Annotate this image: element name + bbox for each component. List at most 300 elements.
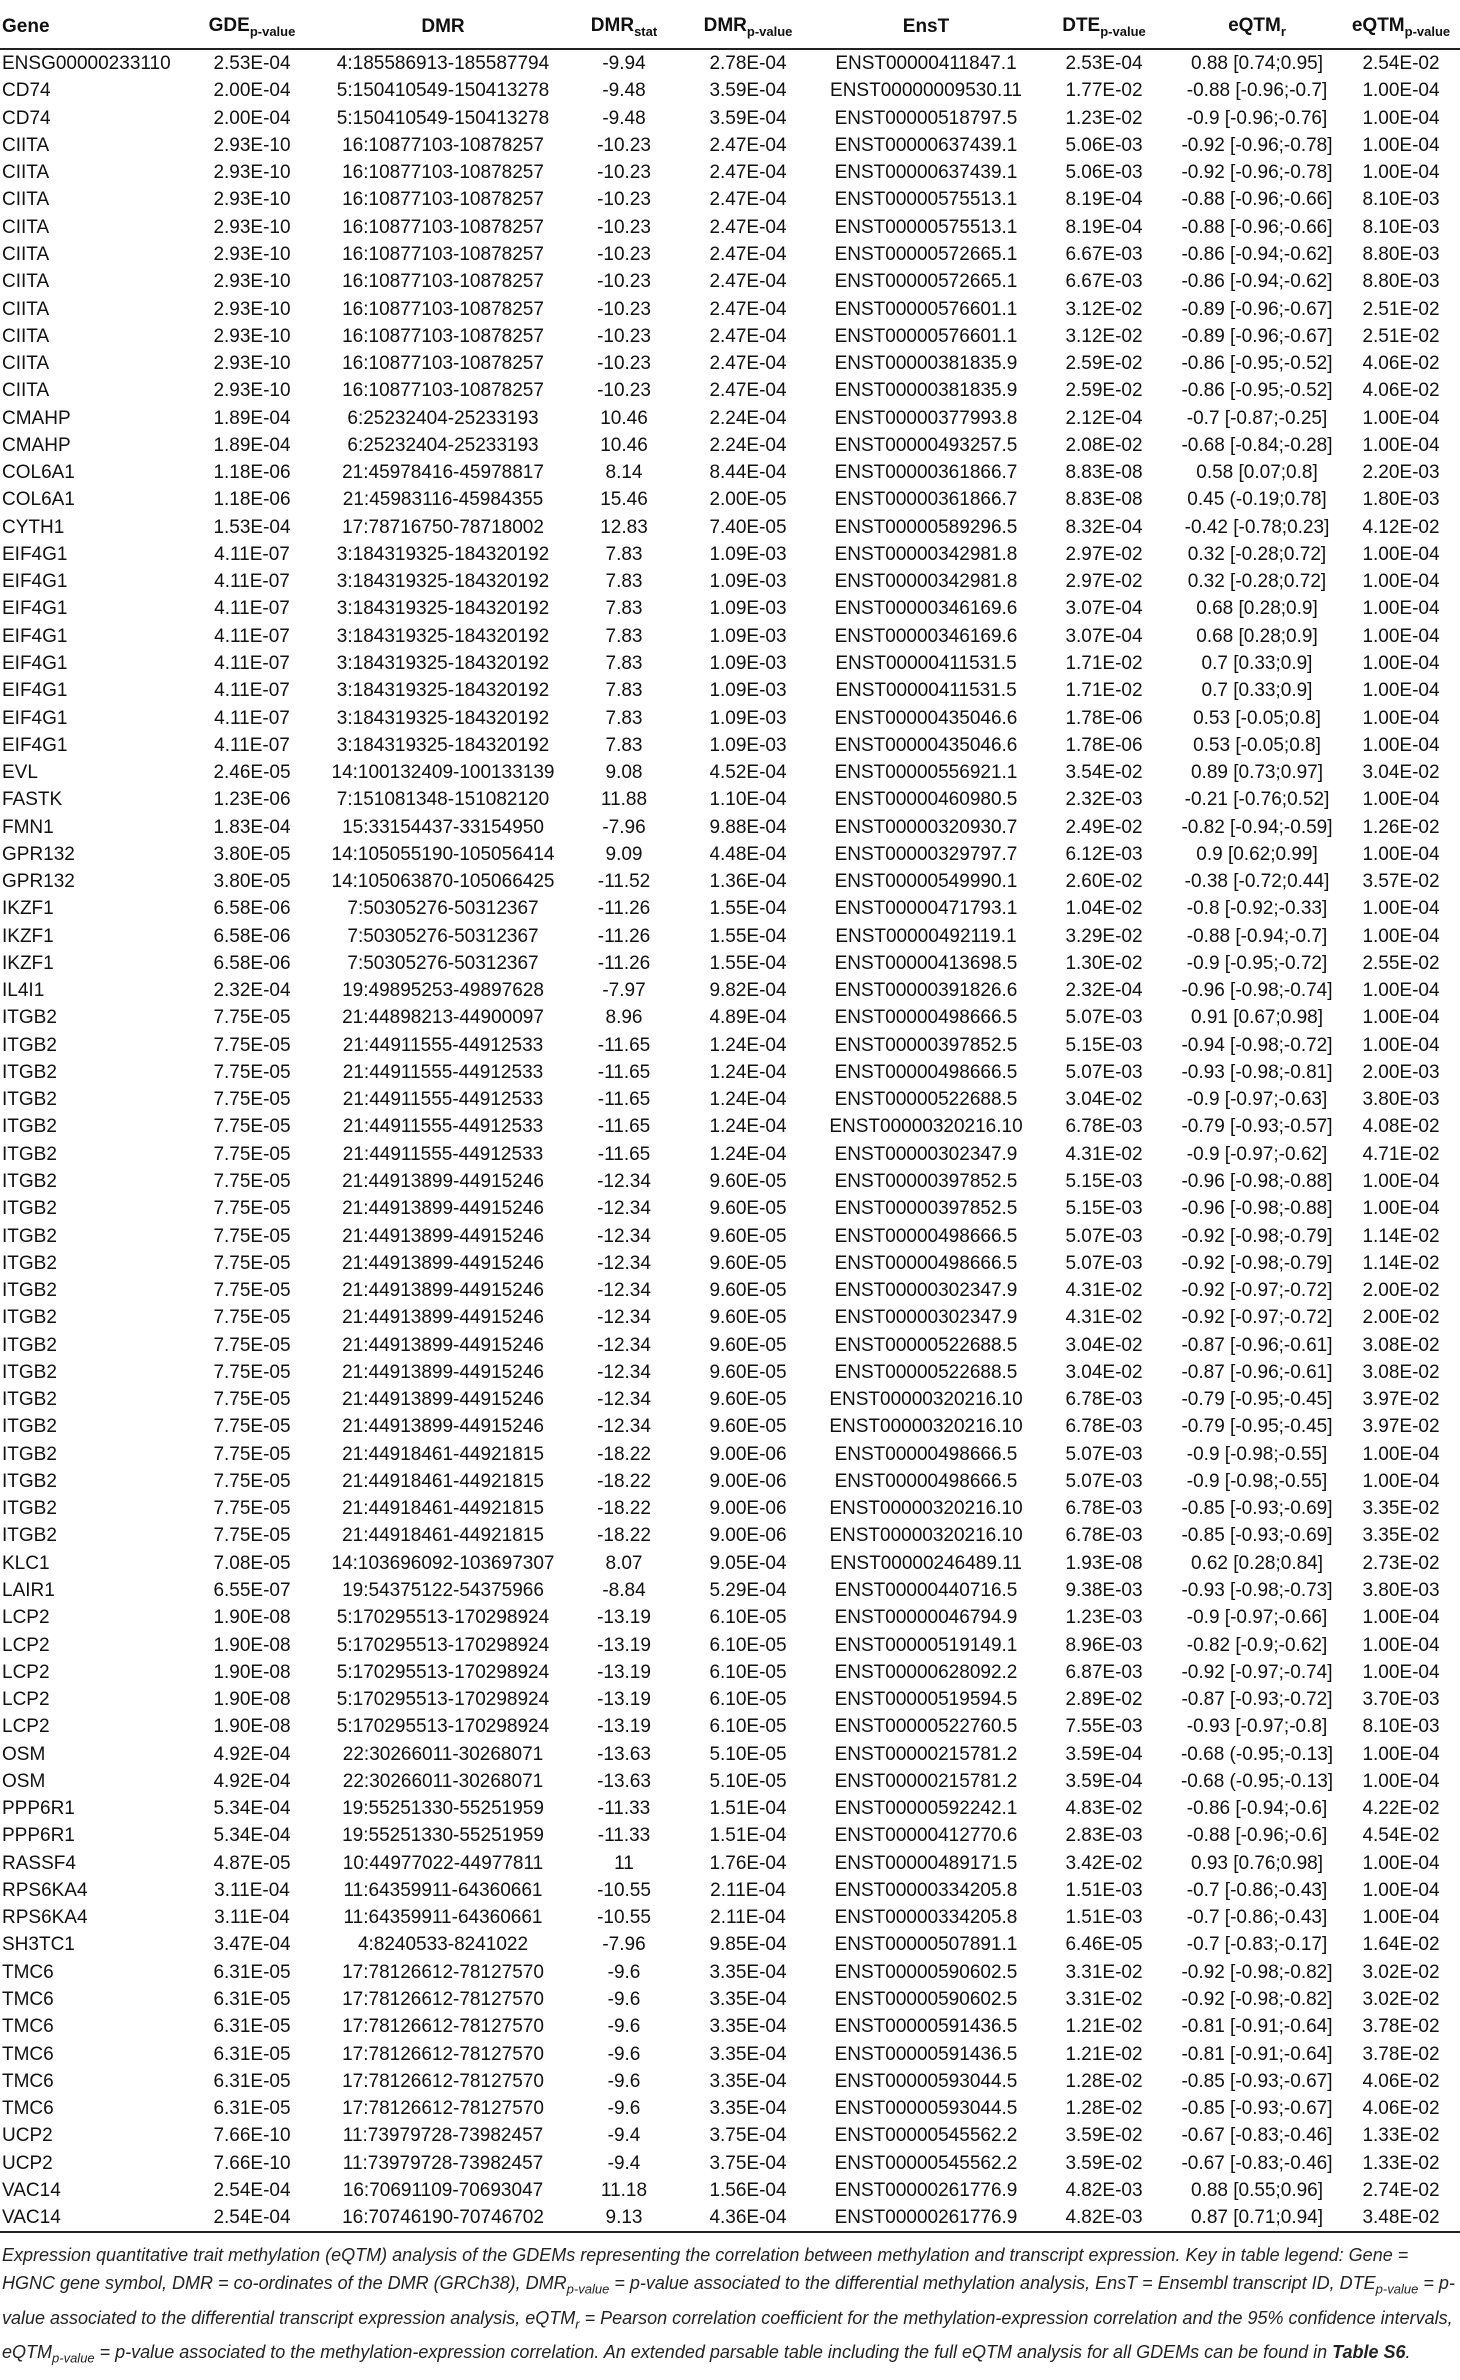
table-cell: -11.52: [597, 871, 651, 893]
table-cell: 3.08E-02: [1362, 1334, 1440, 1356]
table-row: [0, 2204, 1460, 2232]
table-row: [0, 214, 1460, 241]
table-cell: 2.93E-10: [213, 162, 291, 184]
table-cell: 3.42E-02: [1065, 1852, 1143, 1874]
table-cell: 4.31E-02: [1065, 1143, 1143, 1165]
table-cell: -0.89 [-0.96;-0.67]: [1181, 298, 1333, 320]
table-cell: 6.10E-05: [709, 1661, 787, 1683]
table-cell: -0.8 [-0.92;-0.33]: [1186, 898, 1328, 920]
table-cell: 1.21E-02: [1065, 2043, 1143, 2065]
table-cell: 3.29E-02: [1065, 925, 1143, 947]
table-row: [0, 1522, 1460, 1549]
table-cell: 3.35E-04: [709, 2070, 787, 2092]
table-cell: -0.85 [-0.93;-0.69]: [1181, 1498, 1333, 1520]
table-cell: 2.00E-05: [709, 489, 787, 511]
column-header: [318, 6, 568, 49]
column-header-label: eQTM: [1228, 15, 1281, 37]
table-cell: 1.51E-03: [1065, 1907, 1143, 1929]
table-cell: -11.65: [597, 1089, 651, 1111]
table-cell: 0.58 [0.07;0.8]: [1196, 462, 1318, 484]
table-cell: CIITA: [2, 271, 50, 293]
table-cell: -9.6: [607, 1961, 641, 1983]
table-cell: 1.30E-02: [1065, 952, 1143, 974]
table-cell: 7.83: [605, 571, 643, 593]
table-cell: -0.92 [-0.98;-0.79]: [1181, 1252, 1333, 1274]
table-cell: ITGB2: [2, 1280, 57, 1302]
table-cell: ENST00000435046.6: [834, 707, 1018, 729]
table-row: [0, 2040, 1460, 2067]
table-cell: 0.68 [0.28;0.9]: [1196, 598, 1318, 620]
table-cell: -0.79 [-0.93;-0.57]: [1181, 1116, 1333, 1138]
table-cell: 7.83: [605, 652, 643, 674]
table-row: [0, 895, 1460, 922]
table-cell: CD74: [2, 107, 51, 129]
table-row: [0, 1877, 1460, 1904]
table-row: [0, 486, 1460, 513]
table-cell: 16:10877103-10878257: [342, 134, 544, 156]
table-cell: ENST00000519594.5: [834, 1689, 1018, 1711]
table-cell: ITGB2: [2, 1498, 57, 1520]
table-cell: 1.00E-04: [1362, 1607, 1440, 1629]
table-cell: 5:150410549-150413278: [336, 80, 550, 102]
table-cell: 3.35E-02: [1362, 1498, 1440, 1520]
table-cell: 11: [614, 1852, 634, 1874]
table-cell: -7.97: [602, 980, 646, 1002]
column-header-label: DMR: [421, 16, 465, 37]
table-cell: 3.70E-03: [1362, 1689, 1440, 1711]
table-cell: 1.00E-04: [1362, 625, 1440, 647]
table-cell: CIITA: [2, 216, 50, 238]
table-cell: -11.65: [597, 1034, 651, 1056]
table-cell: -0.92 [-0.96;-0.78]: [1181, 162, 1333, 184]
table-cell: 10.46: [600, 434, 648, 456]
table-cell: ENST00000320930.7: [834, 816, 1018, 838]
table-cell: OSM: [2, 1743, 46, 1765]
table-cell: 6.67E-03: [1065, 243, 1143, 265]
table-row: [0, 268, 1460, 295]
table-cell: 21:44913899-44915246: [342, 1307, 544, 1329]
table-cell: 3.31E-02: [1065, 1988, 1143, 2010]
table-cell: 2.93E-10: [213, 353, 291, 375]
table-cell: 21:44913899-44915246: [342, 1334, 544, 1356]
table-cell: 3.35E-04: [709, 2043, 787, 2065]
table-cell: 1.33E-02: [1362, 2152, 1440, 2174]
table-cell: -10.23: [597, 353, 651, 375]
table-cell: -13.63: [597, 1743, 651, 1765]
table-cell: 2.00E-04: [213, 80, 291, 102]
table-cell: 2.00E-02: [1362, 1280, 1440, 1302]
table-cell: -0.92 [-0.96;-0.78]: [1181, 134, 1333, 156]
table-cell: 19:54375122-54375966: [342, 1580, 544, 1601]
table-cell: ENST00000377993.8: [834, 407, 1018, 429]
table-cell: 2.59E-02: [1065, 380, 1143, 402]
table-cell: -0.9 [-0.95;-0.72]: [1186, 952, 1328, 974]
table-cell: ENST00000329797.7: [834, 843, 1018, 865]
table-cell: ENST00000320216.10: [829, 1498, 1023, 1520]
table-row: [0, 923, 1460, 950]
table-cell: 9.38E-03: [1065, 1580, 1143, 1601]
table-cell: 7.66E-10: [213, 2125, 291, 2147]
table-cell: 2.93E-10: [213, 189, 291, 211]
table-cell: 21:44918461-44921815: [342, 1443, 544, 1465]
table-cell: ITGB2: [2, 1361, 57, 1383]
table-row: [0, 2177, 1460, 2204]
table-cell: 2.24E-04: [709, 407, 787, 429]
table-cell: OSM: [2, 1770, 46, 1792]
table-cell: ENST00000507891.1: [834, 1934, 1018, 1956]
table-cell: 2.93E-10: [213, 216, 291, 238]
table-cell: 2.47E-04: [709, 134, 787, 156]
table-cell: -0.88 [-0.96;-0.66]: [1181, 216, 1333, 238]
table-cell: 21:44913899-44915246: [342, 1252, 544, 1274]
table-cell: CD74: [2, 80, 51, 102]
table-cell: -0.7 [-0.87;-0.25]: [1186, 407, 1328, 429]
table-cell: ENST00000590602.5: [834, 1961, 1018, 1983]
table-cell: -0.42 [-0.78;0.23]: [1184, 516, 1330, 538]
table-cell: 3:184319325-184320192: [336, 625, 550, 647]
table-cell: 2.12E-04: [1065, 407, 1143, 429]
table-cell: -0.7 [-0.86;-0.43]: [1186, 1879, 1328, 1901]
table-cell: 3.07E-04: [1065, 625, 1143, 647]
column-header: [680, 6, 816, 49]
table-cell: 5.07E-03: [1065, 1443, 1143, 1465]
table-cell: 7.75E-05: [213, 1225, 291, 1247]
table-cell: 4.11E-07: [214, 625, 290, 647]
table-cell: ENST00000261776.9: [834, 2179, 1018, 2201]
table-cell: 21:44918461-44921815: [342, 1470, 544, 1492]
header-row: [0, 6, 1460, 49]
table-cell: 16:10877103-10878257: [342, 298, 544, 320]
table-cell: -0.7 [-0.83;-0.17]: [1186, 1934, 1328, 1956]
table-cell: 5.07E-03: [1065, 1252, 1143, 1274]
table-cell: 19:55251330-55251959: [342, 1798, 544, 1820]
table-cell: 7:50305276-50312367: [347, 952, 539, 974]
table-row: [0, 1113, 1460, 1140]
table-cell: 6.58E-06: [213, 952, 291, 974]
table-cell: 2.97E-02: [1065, 543, 1143, 565]
table-cell: -9.6: [607, 2098, 641, 2120]
table-cell: 1.51E-04: [709, 1798, 787, 1820]
table-cell: 4.06E-02: [1362, 2070, 1440, 2092]
table-cell: 7.75E-05: [213, 1061, 291, 1083]
caption-segment: = p-value associated to the methylation-expression correlation. An extended parsable table including the full eQTM analysis for all GDEMs can be found in: [94, 2342, 1333, 2363]
table-cell: 1.55E-04: [709, 925, 787, 947]
table-row: [0, 1986, 1460, 2013]
table-cell: 1.28E-02: [1065, 2098, 1143, 2120]
table-cell: ENST00000591436.5: [834, 2043, 1018, 2065]
table-cell: ENST00000320216.10: [829, 1416, 1023, 1438]
table-row: [0, 1059, 1460, 1086]
table-cell: 9.60E-05: [709, 1389, 787, 1411]
table-cell: -7.96: [602, 1934, 646, 1956]
table-cell: 5.10E-05: [709, 1770, 787, 1792]
table-row: [0, 595, 1460, 622]
caption-segment: = p-value associated to the differential transcript expression analysis, eQTM: [2, 2273, 1455, 2328]
table-cell: -0.92 [-0.97;-0.72]: [1181, 1280, 1333, 1302]
table-row: [0, 2095, 1460, 2122]
table-cell: 14:105063870-105066425: [331, 871, 555, 893]
table-cell: 1.10E-04: [709, 789, 787, 811]
table-cell: KLC1: [2, 1552, 50, 1574]
table-cell: ENST00000411531.5: [835, 680, 1017, 702]
column-header: [1036, 6, 1172, 49]
caption-segment: .: [1405, 2342, 1411, 2363]
table-row: [0, 950, 1460, 977]
table-cell: 4.12E-02: [1362, 516, 1440, 538]
table-cell: EIF4G1: [2, 543, 68, 565]
table-cell: CMAHP: [2, 434, 71, 456]
table-cell: ENST00000391826.6: [834, 980, 1018, 1002]
table-cell: RPS6KA4: [2, 1907, 88, 1929]
table-cell: EIF4G1: [2, 625, 68, 647]
table-cell: 4.82E-03: [1065, 2179, 1143, 2201]
table-cell: ENST00000522688.5: [834, 1334, 1018, 1356]
table-cell: 4:8240533-8241022: [357, 1934, 529, 1956]
table-cell: 4.54E-02: [1362, 1825, 1440, 1847]
table-cell: 1.00E-04: [1362, 1198, 1440, 1220]
table-cell: -0.96 [-0.98;-0.88]: [1181, 1171, 1333, 1193]
table-cell: VAC14: [2, 2179, 61, 2201]
table-cell: ENST00000320216.10: [829, 1116, 1023, 1138]
table-cell: -11.33: [597, 1825, 651, 1847]
table-row: [0, 159, 1460, 186]
table-cell: CIITA: [2, 162, 50, 184]
table-cell: 9.60E-05: [709, 1225, 787, 1247]
table-cell: 9.09: [605, 843, 643, 865]
table-cell: 6.31E-05: [213, 2070, 291, 2092]
table-cell: 6.46E-05: [1065, 1934, 1143, 1956]
table-row: [0, 323, 1460, 350]
table-cell: ENST00000592242.1: [834, 1798, 1018, 1820]
table-cell: 0.7 [0.33;0.9]: [1201, 652, 1313, 674]
table-cell: LCP2: [2, 1634, 50, 1656]
column-header-subscript: p-value: [1404, 23, 1451, 39]
column-header-subscript: stat: [634, 23, 658, 39]
table-cell: -12.34: [597, 1225, 651, 1247]
table-cell: 1.36E-04: [709, 871, 787, 893]
table-cell: 0.88 [0.74;0.95]: [1190, 53, 1324, 75]
table-cell: 5.06E-03: [1065, 162, 1143, 184]
table-cell: -11.65: [597, 1061, 651, 1083]
table-cell: ITGB2: [2, 1061, 57, 1083]
column-header-subscript: p-value: [1100, 23, 1146, 39]
table-cell: -9.94: [602, 53, 646, 75]
table-cell: 1.00E-04: [1362, 134, 1440, 156]
table-cell: -0.85 [-0.93;-0.69]: [1181, 1525, 1333, 1547]
table-cell: 5:170295513-170298924: [336, 1716, 550, 1738]
table-cell: -10.23: [597, 216, 651, 238]
table-cell: 1.00E-04: [1362, 1470, 1440, 1492]
table-cell: ENST00000009530.11: [830, 80, 1022, 102]
table-cell: IKZF1: [2, 925, 54, 947]
table-cell: -13.63: [597, 1770, 651, 1792]
table-cell: 6.58E-06: [213, 898, 291, 920]
table-cell: ENSG00000233110: [2, 53, 171, 75]
table-cell: -0.86 [-0.95;-0.52]: [1181, 353, 1333, 375]
table-cell: 4.11E-07: [214, 571, 290, 593]
table-row: [0, 1413, 1460, 1440]
table-cell: 6.58E-06: [213, 925, 291, 947]
table-cell: 5:150410549-150413278: [336, 107, 550, 129]
table-row: [0, 132, 1460, 159]
table-cell: -0.93 [-0.98;-0.81]: [1181, 1061, 1333, 1083]
table-cell: 7.83: [605, 680, 643, 702]
table-cell: -0.85 [-0.93;-0.67]: [1181, 2098, 1333, 2120]
table-cell: 1.76E-04: [709, 1852, 787, 1874]
table-cell: 1.00E-04: [1362, 1034, 1440, 1056]
table-cell: 10:44977022-44977811: [342, 1852, 544, 1874]
table-cell: -0.9 [-0.97;-0.66]: [1186, 1607, 1328, 1629]
table-cell: ENST00000575513.1: [834, 189, 1018, 211]
table-cell: 1.90E-08: [213, 1689, 291, 1711]
table-cell: 9.60E-05: [709, 1171, 787, 1193]
table-cell: 1.00E-04: [1362, 1661, 1440, 1683]
table-cell: CIITA: [2, 243, 50, 265]
table-cell: ENST00000593044.5: [834, 2098, 1018, 2120]
table-cell: -9.6: [607, 1988, 641, 2010]
table-cell: 1.14E-02: [1362, 1225, 1440, 1247]
table-cell: 2.47E-04: [709, 353, 787, 375]
table-cell: 9.60E-05: [709, 1361, 787, 1383]
table-cell: 3.59E-04: [709, 80, 787, 102]
table-row: [0, 1086, 1460, 1113]
table-row: [0, 2013, 1460, 2040]
table-cell: 6.67E-03: [1065, 271, 1143, 293]
table-row: [0, 49, 1460, 77]
table-cell: 7.75E-05: [213, 1034, 291, 1056]
table-cell: 8.19E-04: [1065, 216, 1143, 238]
table-cell: -0.9 [-0.97;-0.63]: [1186, 1089, 1328, 1111]
table-cell: 21:44913899-44915246: [342, 1361, 544, 1383]
table-cell: -10.55: [597, 1879, 651, 1901]
table-cell: 3.80E-03: [1362, 1580, 1440, 1601]
table-cell: 5.34E-04: [213, 1825, 291, 1847]
table-cell: 6.78E-03: [1065, 1416, 1143, 1438]
table-cell: ENST00000397852.5: [834, 1171, 1018, 1193]
table-cell: 1.90E-08: [213, 1716, 291, 1738]
table-cell: 21:45978416-45978817: [342, 462, 544, 484]
table-row: [0, 759, 1460, 786]
table-cell: 2.59E-02: [1065, 353, 1143, 375]
table-cell: -0.85 [-0.93;-0.67]: [1181, 2070, 1333, 2092]
table-caption: [0, 2241, 1460, 2373]
table-cell: ITGB2: [2, 1171, 57, 1193]
table-cell: 8.96E-03: [1065, 1634, 1143, 1656]
table-cell: GPR132: [2, 871, 75, 893]
table-cell: 21:44913899-44915246: [342, 1198, 544, 1220]
table-row: [0, 977, 1460, 1004]
table-cell: 4.36E-04: [680, 2204, 816, 2232]
table-cell: 2.08E-02: [1065, 434, 1143, 456]
table-cell: VAC14: [0, 2204, 186, 2232]
table-cell: 9.00E-06: [709, 1470, 787, 1492]
table-cell: 1.00E-04: [1362, 1007, 1440, 1029]
table-cell: 5.15E-03: [1065, 1171, 1143, 1193]
table-cell: EIF4G1: [2, 680, 68, 702]
column-header-label: EnsT: [902, 16, 950, 37]
table-cell: ENST00000593044.5: [834, 2070, 1018, 2092]
table-cell: -0.93 [-0.97;-0.8]: [1186, 1716, 1328, 1738]
table-cell: 3.75E-04: [709, 2125, 787, 2147]
column-header-label: DMR: [590, 15, 635, 37]
table-cell: 1.28E-02: [1065, 2070, 1143, 2092]
table-cell: 3.48E-02: [1342, 2204, 1460, 2232]
table-cell: -11.26: [597, 898, 651, 920]
table-cell: ENST00000246489.11: [830, 1552, 1022, 1574]
table-cell: -13.19: [597, 1634, 651, 1656]
table-cell: -0.67 [-0.83;-0.46]: [1181, 2152, 1333, 2174]
table-cell: 21:45983116-45984355: [342, 489, 544, 511]
table-cell: ITGB2: [2, 1443, 57, 1465]
table-cell: ENST00000471793.1: [834, 898, 1018, 920]
table-cell: 3:184319325-184320192: [336, 598, 550, 620]
table-cell: -0.9 [-0.98;-0.55]: [1186, 1443, 1328, 1465]
table-cell: 5.07E-03: [1065, 1007, 1143, 1029]
table-row: [0, 377, 1460, 404]
table-cell: -0.87 [-0.96;-0.61]: [1181, 1334, 1333, 1356]
table-cell: 0.62 [0.28;0.84]: [1190, 1552, 1324, 1574]
table-cell: 0.45 (-0.19;0.78]: [1187, 489, 1327, 511]
table-cell: 1.55E-04: [709, 898, 787, 920]
table-cell: ENST00000637439.1: [834, 162, 1018, 184]
table-cell: 9.60E-05: [709, 1198, 787, 1220]
table-cell: 3:184319325-184320192: [336, 734, 550, 756]
table-cell: 1.00E-04: [1362, 925, 1440, 947]
table-cell: 1.04E-02: [1065, 898, 1143, 920]
table-cell: 2.83E-03: [1065, 1825, 1143, 1847]
table-cell: 21:44898213-44900097: [342, 1007, 544, 1029]
table-cell: 2.93E-10: [213, 134, 291, 156]
table-cell: 6.55E-07: [213, 1580, 291, 1601]
table-cell: ITGB2: [2, 1089, 57, 1111]
table-cell: 1.00E-04: [1362, 843, 1440, 865]
table-cell: 1.23E-06: [213, 789, 291, 811]
table-cell: -0.92 [-0.97;-0.72]: [1181, 1307, 1333, 1329]
table-row: [0, 186, 1460, 213]
table-row: [0, 514, 1460, 541]
table-cell: 8.10E-03: [1362, 216, 1440, 238]
table-cell: 3.12E-02: [1065, 325, 1143, 347]
table-cell: ENST00000397852.5: [834, 1034, 1018, 1056]
table-cell: 15.46: [600, 489, 648, 511]
table-cell: -0.92 [-0.98;-0.79]: [1181, 1225, 1333, 1247]
table-cell: ENST00000361866.7: [834, 462, 1018, 484]
table-cell: -0.86 [-0.94;-0.62]: [1181, 243, 1333, 265]
table-cell: 6.10E-05: [709, 1634, 787, 1656]
table-cell: 2.51E-02: [1362, 325, 1440, 347]
table-cell: 1.00E-04: [1362, 652, 1440, 674]
table-cell: ENST00000519149.1: [834, 1634, 1018, 1656]
table-cell: 2.47E-04: [709, 189, 787, 211]
table-cell: -0.93 [-0.98;-0.73]: [1181, 1580, 1333, 1601]
table-cell: -0.38 [-0.72;0.44]: [1184, 871, 1330, 893]
table-cell: 7.83: [605, 734, 643, 756]
table-cell: -9.6: [607, 2070, 641, 2092]
table-cell: 7.75E-05: [213, 1089, 291, 1111]
table-cell: 3.02E-02: [1362, 1961, 1440, 1983]
table-cell: 2.54E-02: [1362, 53, 1440, 75]
table-row: [0, 1931, 1460, 1958]
table-cell: -0.86 [-0.94;-0.62]: [1181, 271, 1333, 293]
table-cell: 17:78126612-78127570: [342, 2016, 544, 2038]
table-cell: ENST00000460980.5: [834, 789, 1018, 811]
table-cell: 16:10877103-10878257: [342, 189, 544, 211]
table-cell: 8.07: [605, 1552, 643, 1574]
table-row: [0, 1359, 1460, 1386]
table-cell: 5:170295513-170298924: [336, 1661, 550, 1683]
table-cell: 1.00E-04: [1362, 1743, 1440, 1765]
table-cell: 22:30266011-30268071: [342, 1770, 544, 1792]
